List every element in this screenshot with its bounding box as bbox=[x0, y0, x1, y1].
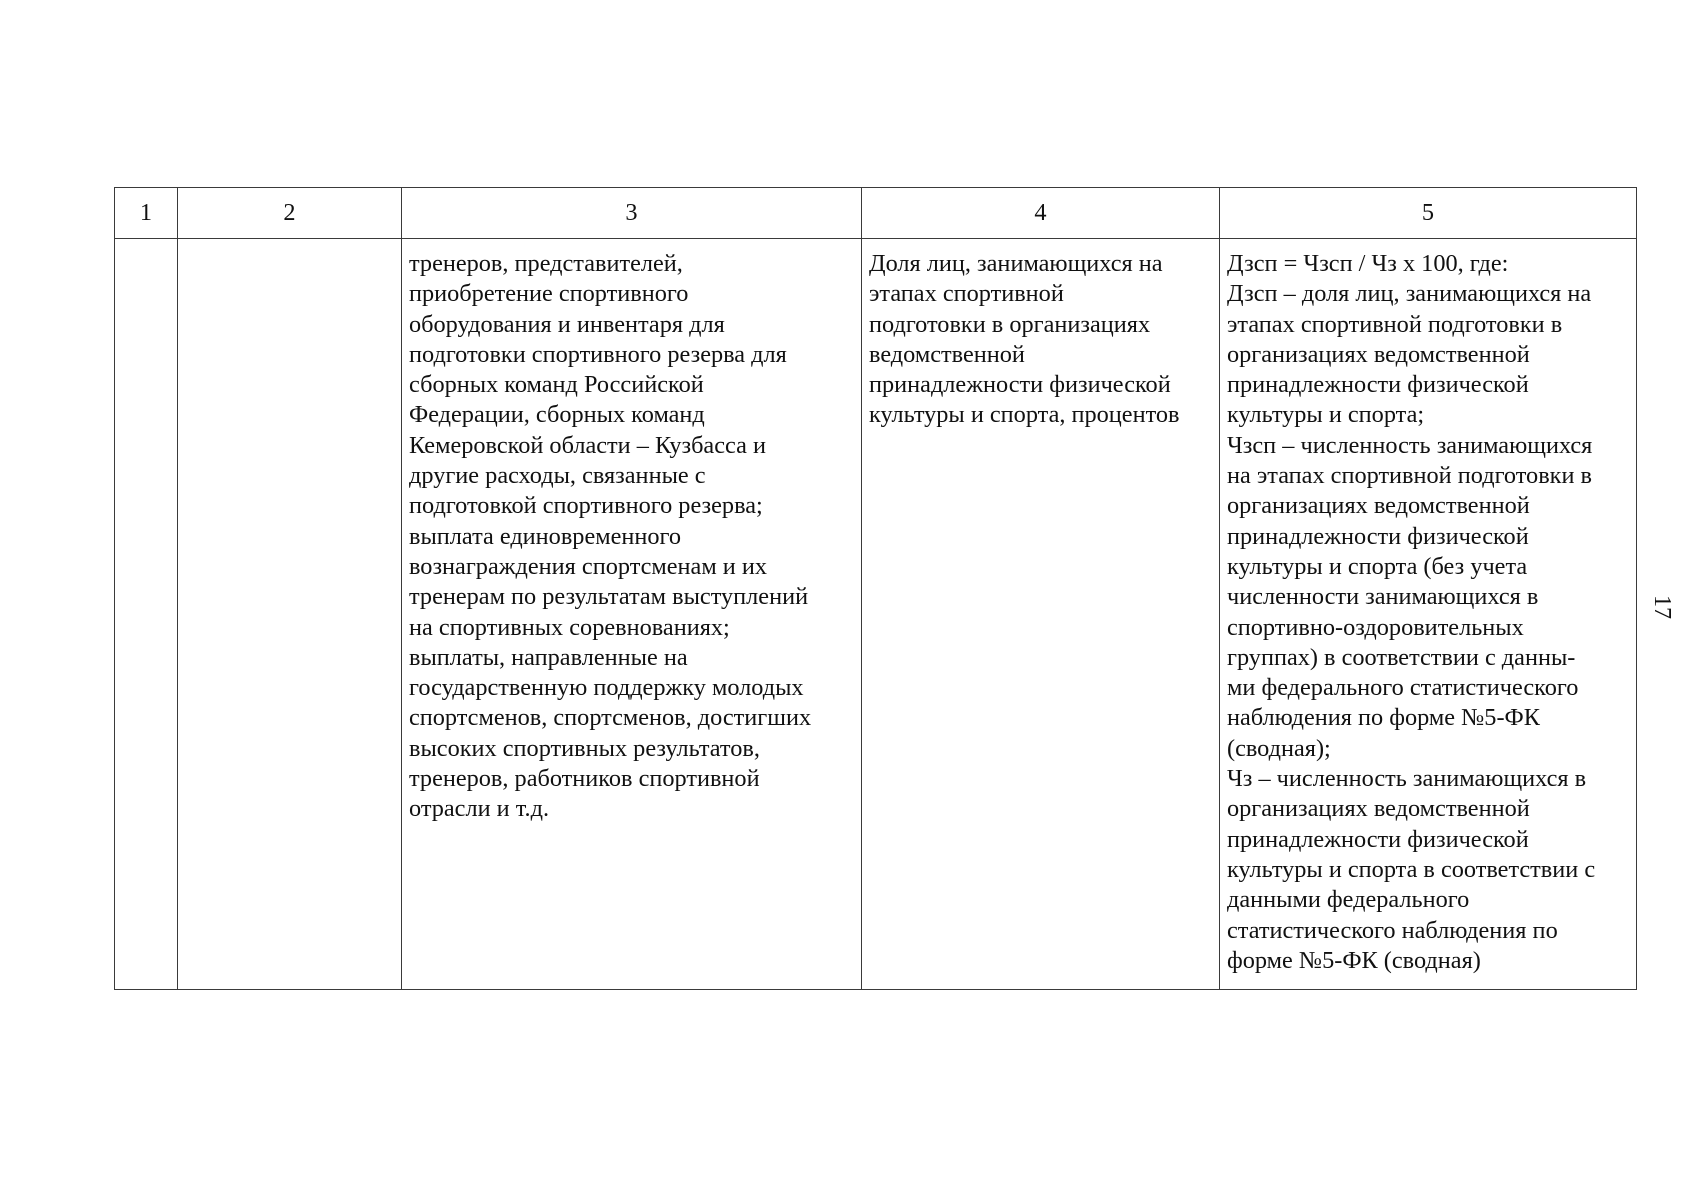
cell-col2-text bbox=[178, 239, 401, 257]
column-header-2: 2 bbox=[178, 188, 402, 239]
cell-col1-text bbox=[115, 239, 177, 257]
column-header-1: 1 bbox=[115, 188, 178, 239]
cell-col2 bbox=[178, 239, 402, 990]
expenses-text: тренеров, представителей, приобретение спортивного оборудования и инвентаря для подготовки спортивного резерва для сборных команд Российской Федерации, сборных команд Кемеровской области – Кузбасса и другие расходы, связанные с подготовкой спортивного резерва; выплата единовременного вознаграждения спортсменам и их тренерам по результатам выступлений на спортивных соревнованиях; выплаты, направленные на государственную поддержку молодых спортсменов, спортсменов, достигших высоких спортивных результатов, тренеров, работников спортивной отрасли и т.д. bbox=[409, 250, 812, 823]
column-header-5: 5 bbox=[1220, 188, 1637, 239]
cell-indicator bbox=[862, 239, 1220, 990]
column-header-4: 4 bbox=[862, 188, 1220, 239]
page-number: 17 bbox=[1649, 595, 1675, 619]
table-header-row bbox=[115, 188, 1637, 239]
indicator-text: Доля лиц, занимающихся на этапах спортивной подготовки в организациях ведомственной принадлежности физической культуры и спорта, процентов bbox=[869, 250, 1180, 429]
cell-col1 bbox=[115, 239, 178, 990]
document-table bbox=[114, 187, 1637, 990]
cell-expenses bbox=[402, 239, 862, 990]
table-row bbox=[115, 239, 1637, 990]
formula-text: Дзсп = Чзсп / Чз х 100, где: Дзсп – доля лиц, занимающихся на этапах спортивной подготовки в организациях ведомственной принадлежности физической культуры и спорта; Чзсп – численность занимающихся на этапах спортивной подготовки в организациях ведомственной принадлежности физической культуры и спорта (без учета численности занимающихся в спортивно-оздоровительных группах) в соответствии с данны- ми федерального статистического наблюдения по форме №5-ФК (сводная); Чз – численность занимающихся в организациях ведомственной принадлежности физической культуры и спорта в соответствии с данными федерального статистического наблюдения по форме №5-ФК (сводная) bbox=[1227, 250, 1596, 974]
column-header-3: 3 bbox=[402, 188, 862, 239]
cell-formula bbox=[1220, 239, 1637, 990]
